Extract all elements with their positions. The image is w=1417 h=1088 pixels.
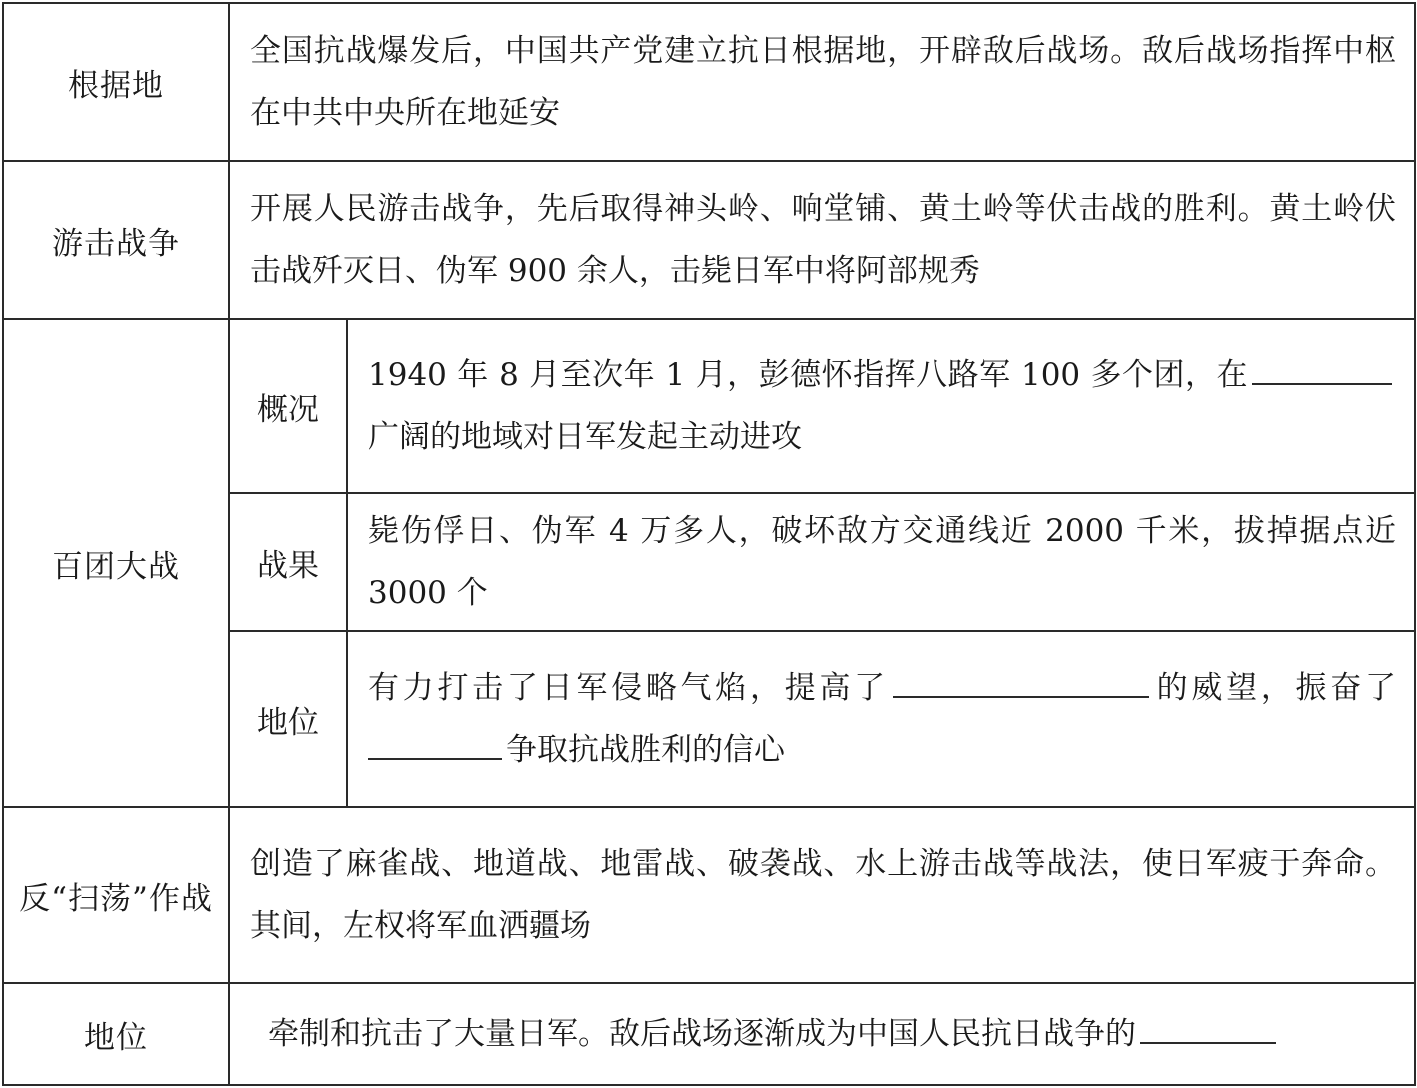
content-overview xyxy=(347,319,1415,493)
fill-blank-2[interactable] xyxy=(893,666,1149,698)
table-row-hundred-overview xyxy=(3,319,1415,493)
row-content-role xyxy=(229,983,1415,1085)
row-label-antisweep: 反“扫荡”作战 xyxy=(3,807,229,983)
fill-blank-4[interactable] xyxy=(1140,1012,1276,1044)
row-label-hundred-regiments: 百团大战 xyxy=(3,319,229,807)
row-content-guerrilla: 开展人民游击战争，先后取得神头岭、响堂铺、黄土岭等伏击战的胜利。黄土岭伏击战歼灭日、伪军 900 余人，击毙日军中将阿部规秀 xyxy=(229,161,1415,319)
sublabel-overview: 概况 xyxy=(229,319,347,493)
row-label-guerrilla: 游击战争 xyxy=(3,161,229,319)
row-content-base: 全国抗战爆发后，中国共产党建立抗日根据地，开辟敌后战场。敌后战场指挥中枢在中共中央所在地延安 xyxy=(229,3,1415,161)
table-row-base xyxy=(3,3,1415,161)
row-label-role: 地位 xyxy=(3,983,229,1085)
anti-japanese-base-table xyxy=(2,2,1416,1086)
overview-text-before: 1940 年 8 月至次年 1 月，彭德怀指挥八路军 100 多个团，在 xyxy=(368,357,1248,393)
role-text: 牵制和抗击了大量日军。敌后战场逐渐成为中国人民抗日战争的 xyxy=(268,1016,1136,1052)
sublabel-status: 地位 xyxy=(229,631,347,807)
status-text-middle: 的威望，振奋了 xyxy=(1152,670,1397,706)
overview-text-after: 广阔的地域对日军发起主动进攻 xyxy=(368,419,802,455)
sublabel-result: 战果 xyxy=(229,493,347,631)
history-table-sheet xyxy=(2,2,1414,1084)
fill-blank-3[interactable] xyxy=(368,728,502,760)
table-row-role xyxy=(3,983,1415,1085)
table-row-guerrilla xyxy=(3,161,1415,319)
row-content-antisweep: 创造了麻雀战、地道战、地雷战、破袭战、水上游击战等战法，使日军疲于奔命。其间，左权将军血洒疆场 xyxy=(229,807,1415,983)
status-text-before: 有力打击了日军侵略气焰，提高了 xyxy=(368,670,889,706)
content-status xyxy=(347,631,1415,807)
status-text-after: 争取抗战胜利的信心 xyxy=(506,732,785,768)
row-label-base: 根据地 xyxy=(3,3,229,161)
table-row-antisweep xyxy=(3,807,1415,983)
content-result: 毙伤俘日、伪军 4 万多人，破坏敌方交通线近 2000 千米，拔掉据点近 3000 个 xyxy=(347,493,1415,631)
fill-blank-1[interactable] xyxy=(1252,353,1392,385)
